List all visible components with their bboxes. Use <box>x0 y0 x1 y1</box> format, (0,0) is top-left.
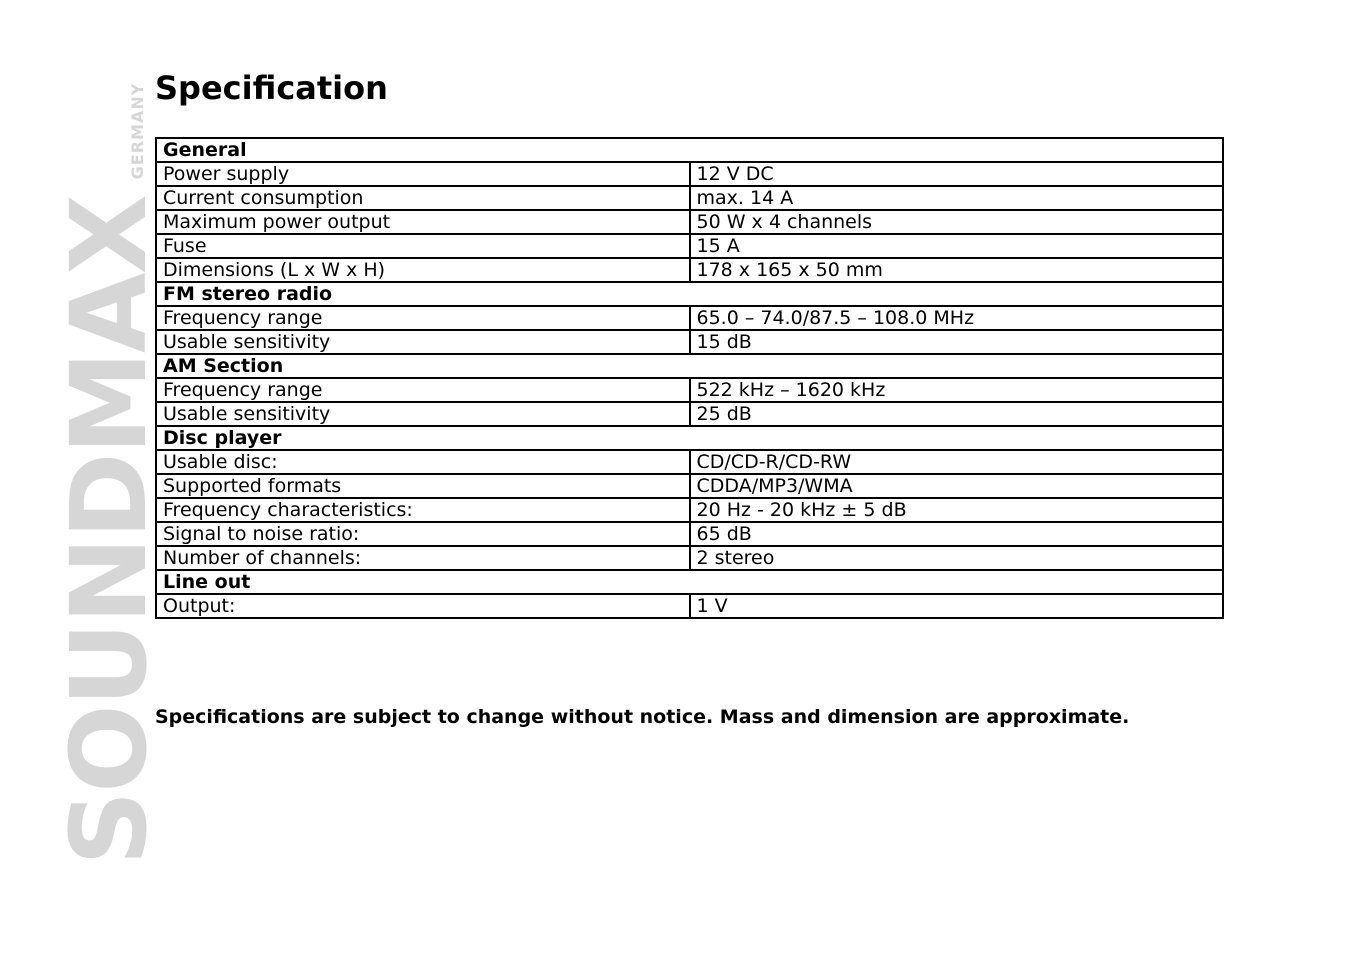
brand-name: SOUNDMAX <box>48 196 170 866</box>
spec-label: Power supply <box>156 162 690 186</box>
spec-label: Fuse <box>156 234 690 258</box>
spec-value: 2 stereo <box>690 546 1224 570</box>
footnote: Specifications are subject to change without notice. Mass and dimension are approximate. <box>155 706 1130 728</box>
spec-value: 65.0 – 74.0/87.5 – 108.0 MHz <box>690 306 1224 330</box>
spec-label: Output: <box>156 594 690 618</box>
section-heading: Line out <box>156 570 1223 594</box>
section-heading: Disc player <box>156 426 1223 450</box>
spec-value: 12 V DC <box>690 162 1224 186</box>
table-row <box>156 474 1223 498</box>
spec-label: Dimensions (L x W x H) <box>156 258 690 282</box>
spec-label: Maximum power output <box>156 210 690 234</box>
section-heading: General <box>156 138 1223 162</box>
table-row <box>156 450 1223 474</box>
spec-value: 1 V <box>690 594 1224 618</box>
section-header-fm-stereo-radio <box>156 282 1223 306</box>
spec-label: Frequency range <box>156 306 690 330</box>
spec-label: Usable disc: <box>156 450 690 474</box>
table-row <box>156 306 1223 330</box>
spec-value: 25 dB <box>690 402 1224 426</box>
spec-label: Frequency range <box>156 378 690 402</box>
brand-logo <box>48 76 170 866</box>
spec-value: CD/CD-R/CD-RW <box>690 450 1224 474</box>
brand-subtitle: GERMANY <box>128 82 147 180</box>
section-heading: FM stereo radio <box>156 282 1223 306</box>
spec-label: Usable sensitivity <box>156 402 690 426</box>
section-header-am-section <box>156 354 1223 378</box>
table-row <box>156 594 1223 618</box>
spec-value: max. 14 A <box>690 186 1224 210</box>
page-title: Specification <box>155 69 388 107</box>
specification-table <box>155 137 1224 619</box>
table-row <box>156 378 1223 402</box>
table-row <box>156 186 1223 210</box>
section-heading: AM Section <box>156 354 1223 378</box>
table-row <box>156 330 1223 354</box>
table-row <box>156 258 1223 282</box>
table-row <box>156 498 1223 522</box>
spec-label: Current consumption <box>156 186 690 210</box>
spec-value: 65 dB <box>690 522 1224 546</box>
spec-label: Usable sensitivity <box>156 330 690 354</box>
spec-label: Number of channels: <box>156 546 690 570</box>
spec-value: 15 dB <box>690 330 1224 354</box>
brand-subtitle-wrapper <box>124 76 152 186</box>
section-header-disc-player <box>156 426 1223 450</box>
spec-value: 522 kHz – 1620 kHz <box>690 378 1224 402</box>
table-row <box>156 210 1223 234</box>
table-row <box>156 162 1223 186</box>
table-row <box>156 234 1223 258</box>
spec-label: Frequency characteristics: <box>156 498 690 522</box>
spec-value: 15 A <box>690 234 1224 258</box>
spec-value: 20 Hz - 20 kHz ± 5 dB <box>690 498 1224 522</box>
spec-value: 50 W x 4 channels <box>690 210 1224 234</box>
spec-label: Signal to noise ratio: <box>156 522 690 546</box>
section-header-line-out <box>156 570 1223 594</box>
table-row <box>156 402 1223 426</box>
table-row <box>156 546 1223 570</box>
spec-value: CDDA/MP3/WMA <box>690 474 1224 498</box>
spec-label: Supported formats <box>156 474 690 498</box>
brand-name-wrapper <box>48 196 170 866</box>
section-header-general <box>156 138 1223 162</box>
table-row <box>156 522 1223 546</box>
spec-value: 178 x 165 x 50 mm <box>690 258 1224 282</box>
